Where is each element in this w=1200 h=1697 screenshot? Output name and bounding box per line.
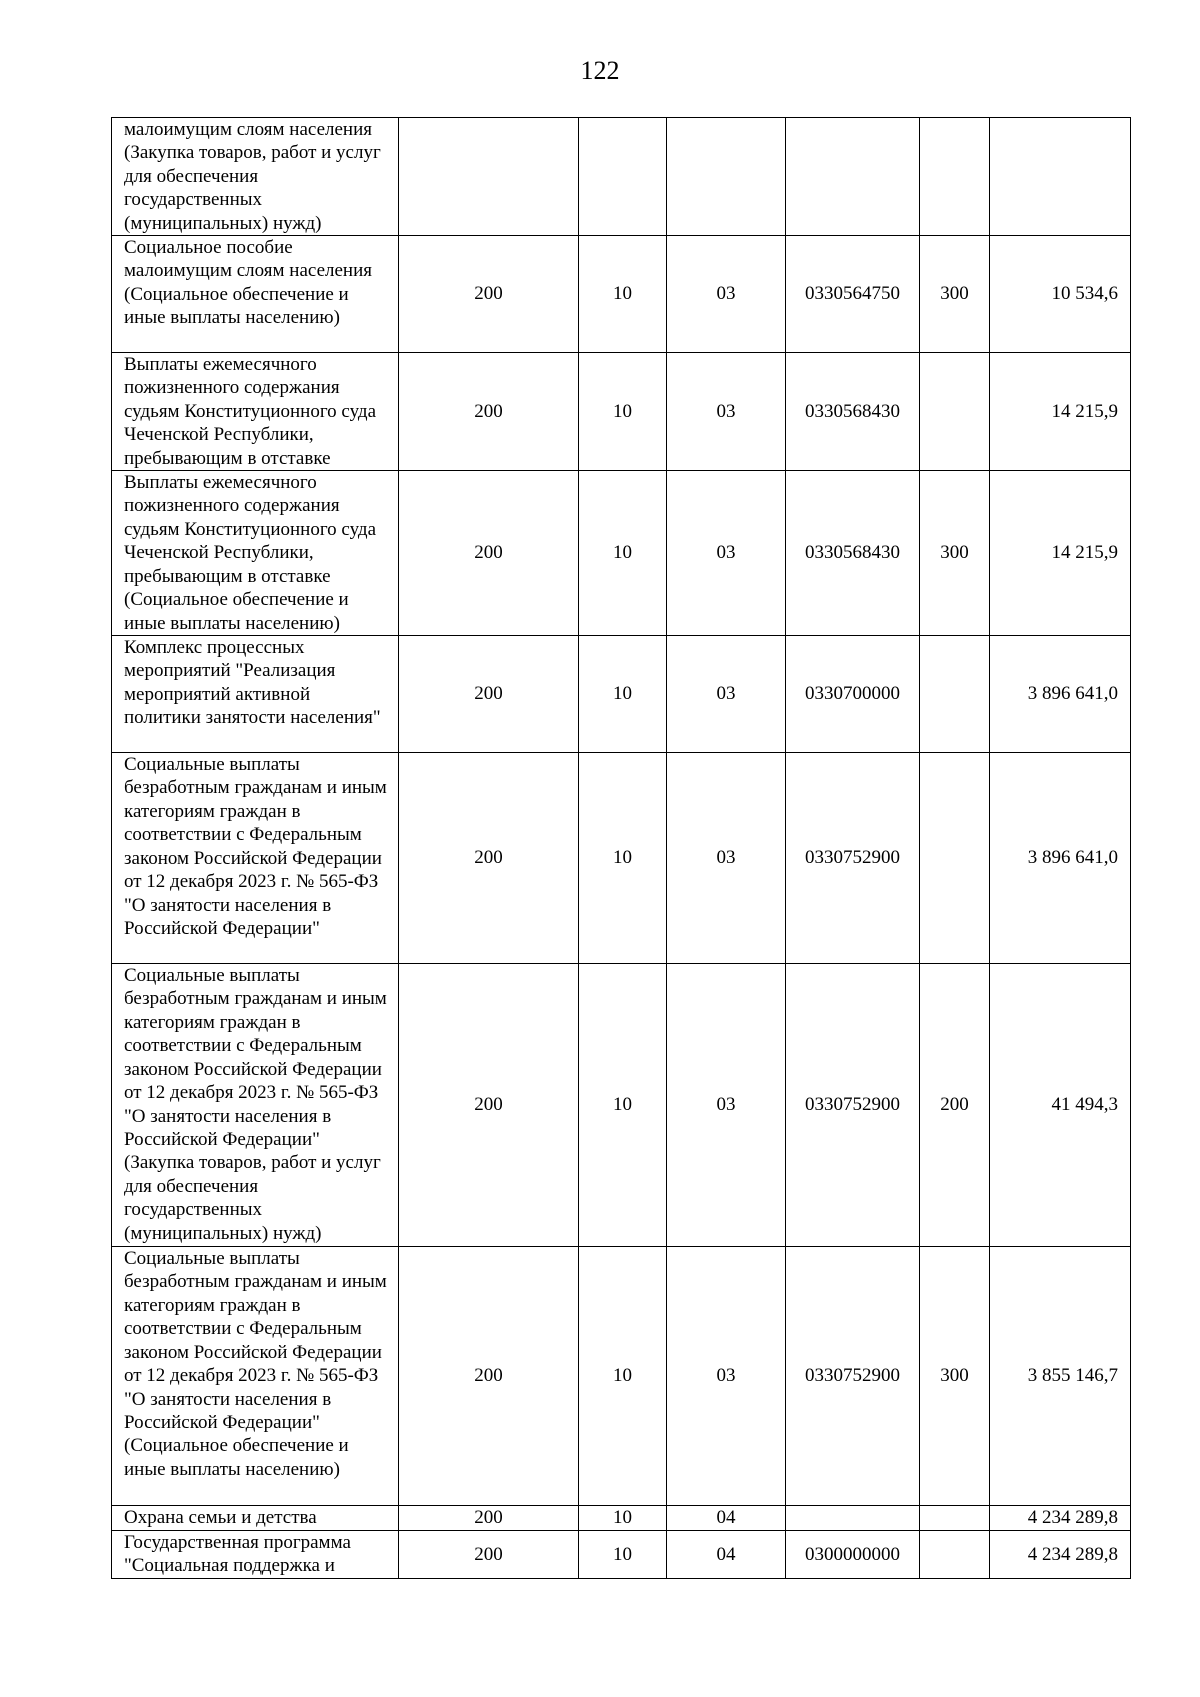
- expense-type-cell: [920, 353, 990, 471]
- expense-type-cell: [920, 1531, 990, 1579]
- amount-cell: 3 855 146,7: [990, 1247, 1131, 1506]
- target-article-cell: [786, 118, 920, 236]
- target-article-cell: 0330568430: [786, 471, 920, 636]
- amount-cell: 14 215,9: [990, 353, 1131, 471]
- expense-type-cell: [920, 1506, 990, 1531]
- section-cell: 10: [579, 1506, 667, 1531]
- row-name-cell: Социальные выплаты безработным гражданам и иным категориям граждан в соответствии с Федеральным законом Российской Федерации от 12 декабря 2023 г. № 565-ФЗ "О занятости населения в Российской Федерации": [112, 753, 399, 964]
- expense-type-cell: [920, 118, 990, 236]
- subsection-cell: 03: [667, 471, 786, 636]
- subsection-cell: 03: [667, 964, 786, 1247]
- table-row: [112, 636, 1131, 753]
- row-name-cell: Государственная программа "Социальная поддержка и: [112, 1531, 399, 1579]
- expense-type-cell: 200: [920, 964, 990, 1247]
- expense-type-cell: 300: [920, 236, 990, 353]
- section-cell: [579, 118, 667, 236]
- grbs-cell: [399, 118, 579, 236]
- section-cell: 10: [579, 236, 667, 353]
- subsection-cell: [667, 118, 786, 236]
- grbs-cell: 200: [399, 1531, 579, 1579]
- section-cell: 10: [579, 1531, 667, 1579]
- target-article-cell: 0330564750: [786, 236, 920, 353]
- table-row: [112, 753, 1131, 964]
- amount-cell: 4 234 289,8: [990, 1506, 1131, 1531]
- section-cell: 10: [579, 964, 667, 1247]
- section-cell: 10: [579, 753, 667, 964]
- row-name-cell: Социальные выплаты безработным гражданам и иным категориям граждан в соответствии с Федеральным законом Российской Федерации от 12 декабря 2023 г. № 565-ФЗ "О занятости населения в Российской Федерации" (Закупка товаров, работ и услуг для обеспечения государственных (муниципальных) нужд): [112, 964, 399, 1247]
- table-row: [112, 1531, 1131, 1579]
- grbs-cell: 200: [399, 636, 579, 753]
- row-name-cell: Охрана семьи и детства: [112, 1506, 399, 1531]
- row-name-cell: Социальные выплаты безработным гражданам и иным категориям граждан в соответствии с Федеральным законом Российской Федерации от 12 декабря 2023 г. № 565-ФЗ "О занятости населения в Российской Федерации" (Социальное обеспечение и иные выплаты населению): [112, 1247, 399, 1506]
- grbs-cell: 200: [399, 1506, 579, 1531]
- section-cell: 10: [579, 353, 667, 471]
- page-number: 122: [580, 56, 620, 85]
- subsection-cell: 03: [667, 636, 786, 753]
- subsection-cell: 03: [667, 753, 786, 964]
- amount-cell: 10 534,6: [990, 236, 1131, 353]
- amount-cell: 4 234 289,8: [990, 1531, 1131, 1579]
- subsection-cell: 04: [667, 1531, 786, 1579]
- row-name-cell: малоимущим слоям населения (Закупка товаров, работ и услуг для обеспечения государственных (муниципальных) нужд): [112, 118, 399, 236]
- amount-cell: 3 896 641,0: [990, 753, 1131, 964]
- table-row: [112, 1247, 1131, 1506]
- target-article-cell: 0330752900: [786, 964, 920, 1247]
- table-row: [112, 236, 1131, 353]
- grbs-cell: 200: [399, 471, 579, 636]
- row-name-cell: Социальное пособие малоимущим слоям населения (Социальное обеспечение и иные выплаты населению): [112, 236, 399, 353]
- grbs-cell: 200: [399, 964, 579, 1247]
- grbs-cell: 200: [399, 1247, 579, 1506]
- subsection-cell: 03: [667, 353, 786, 471]
- grbs-cell: 200: [399, 353, 579, 471]
- target-article-cell: [786, 1506, 920, 1531]
- target-article-cell: 0330568430: [786, 353, 920, 471]
- target-article-cell: 0330752900: [786, 1247, 920, 1506]
- expense-type-cell: 300: [920, 471, 990, 636]
- expense-type-cell: 300: [920, 1247, 990, 1506]
- section-cell: 10: [579, 636, 667, 753]
- section-cell: 10: [579, 1247, 667, 1506]
- table-row: [112, 118, 1131, 236]
- subsection-cell: 03: [667, 1247, 786, 1506]
- amount-cell: 14 215,9: [990, 471, 1131, 636]
- row-name-cell: Комплекс процессных мероприятий "Реализация мероприятий активной политики занятости населения": [112, 636, 399, 753]
- row-name-cell: Выплаты ежемесячного пожизненного содержания судьям Конституционного суда Чеченской Республики, пребывающим в отставке (Социальное обеспечение и иные выплаты населению): [112, 471, 399, 636]
- target-article-cell: 0330700000: [786, 636, 920, 753]
- target-article-cell: 0300000000: [786, 1531, 920, 1579]
- amount-cell: 3 896 641,0: [990, 636, 1131, 753]
- subsection-cell: 04: [667, 1506, 786, 1531]
- amount-cell: 41 494,3: [990, 964, 1131, 1247]
- amount-cell: [990, 118, 1131, 236]
- table-row: [112, 964, 1131, 1247]
- table-row: [112, 1506, 1131, 1531]
- section-cell: 10: [579, 471, 667, 636]
- grbs-cell: 200: [399, 753, 579, 964]
- subsection-cell: 03: [667, 236, 786, 353]
- target-article-cell: 0330752900: [786, 753, 920, 964]
- budget-table: [111, 117, 1131, 1579]
- grbs-cell: 200: [399, 236, 579, 353]
- expense-type-cell: [920, 753, 990, 964]
- table-row: [112, 353, 1131, 471]
- expense-type-cell: [920, 636, 990, 753]
- table-row: [112, 471, 1131, 636]
- row-name-cell: Выплаты ежемесячного пожизненного содержания судьям Конституционного суда Чеченской Республики, пребывающим в отставке: [112, 353, 399, 471]
